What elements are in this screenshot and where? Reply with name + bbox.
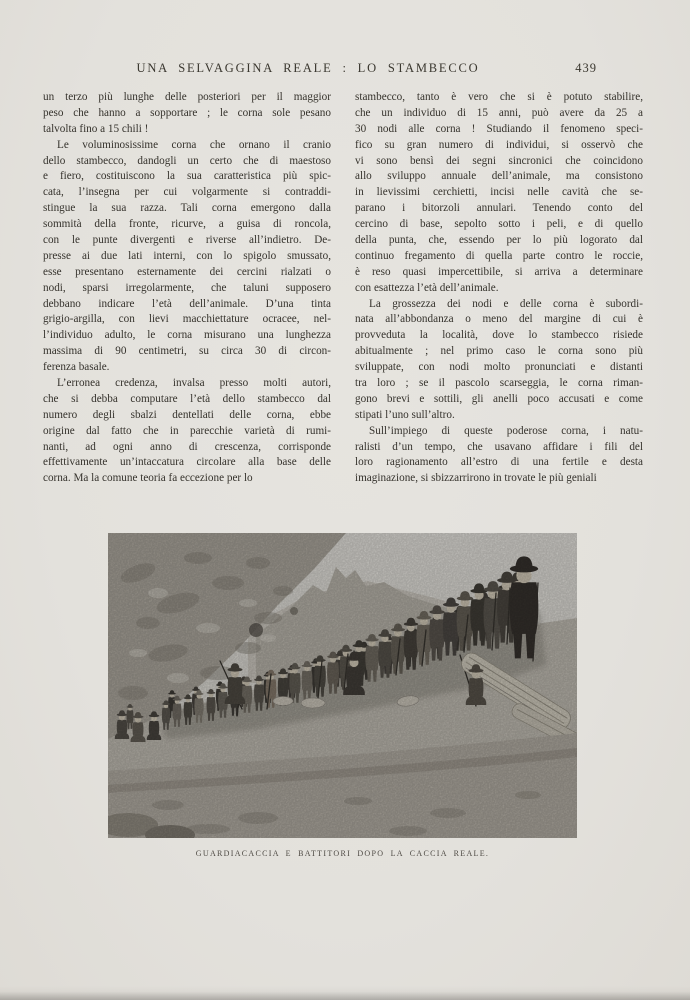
text-line: che un individuo di 15 anni, può avere da 25 a [355, 106, 643, 119]
text-line: presse ai due lati interni, con lo spigolo smussato, [43, 249, 331, 262]
text-line: Sull’impiego di queste poderose corna, i natu- [369, 424, 643, 437]
paragraph [43, 376, 331, 487]
text-line: 30 nodi alle corna ! Studiando il fenomeno speci- [355, 122, 643, 135]
text-line: La grossezza dei nodi e delle corna è subordi- [369, 297, 643, 310]
page-number: 439 [575, 61, 597, 75]
text-line: debbano indicare l’età dell’animale. D’una tinta [43, 297, 331, 310]
text-line: allo sviluppo annuale dell’animale, ma consistono [355, 170, 643, 183]
text-line: cercino di base, sepolto sotto i peli, e di quello [355, 218, 643, 231]
photo-caption: GUARDIACACCIA E BATTITORI DOPO LA CACCIA REALE. [195, 849, 490, 858]
text-line: sommità della fronte, ricurve, a guisa di roncola, [43, 218, 331, 231]
page-edge-shadow [0, 986, 690, 1000]
text-line: stambecco, tanto è vero che si è potuto stabilire, [355, 91, 643, 103]
text-line: fico su gran numero di individui, si osservò che [355, 138, 643, 151]
text-line: vi sono bensì dei segni sincronici che coincidono [355, 154, 643, 167]
page-header [43, 61, 643, 79]
text-line: cata, l’insegna per cui volgarmente si contraddi- [43, 186, 331, 199]
text-line: dello stambecco, dandogli un certo che di maestoso [43, 154, 331, 167]
text-line: loro ragionamento all’estro di una fertile e desta [355, 456, 643, 469]
text-line: è reso quasi impercettibile, si arriva a determinare [355, 265, 643, 278]
text-line: nata all’abbondanza o meno del margine di cui è [355, 313, 643, 326]
text-line: origine dal fatto che in parecchie varietà di rumi- [43, 424, 331, 437]
text-line: con esattezza l’età dell’animale. [355, 281, 499, 294]
text-column-left [43, 90, 331, 487]
text-line: abitualmente ; nel primo caso le corna sono più [355, 345, 643, 358]
text-line: stingue la sua razza. Tali corna emergono dalla [43, 202, 331, 215]
photograph-illustration [108, 533, 577, 838]
paragraph [355, 297, 643, 424]
photograph [108, 533, 577, 838]
text-line: tra loro ; se il pascolo scarseggia, le corna riman- [355, 377, 643, 390]
text-line: in lievissimi cerchietti, incisi nelle cavità che se- [355, 186, 643, 199]
text-line: continuo fregamento di quella parte contro le roccie, [355, 249, 643, 262]
text-line: corna. Ma la comune teoria fa eccezione per lo [43, 472, 253, 485]
text-line: con le punte divergenti e riverse all’indietro. De- [43, 234, 331, 247]
text-line: Le voluminosissime corna che ornano il cranio [57, 138, 331, 151]
text-line: sviluppate, con nodi molto pronunciati e distanti [355, 361, 643, 374]
text-line: l’individuo adulto, le corna misurano una lunghezza [43, 329, 331, 342]
text-line: L’erronea credenza, invalsa presso molti autori, [57, 377, 331, 390]
text-line: che si debba computare l’età dello stambecco dal [43, 392, 331, 405]
text-line: massima di 90 centimetri, su circa 30 di circon- [43, 345, 331, 358]
text-line: grigio-argilla, con lievi macchiettature ocracee, nel- [43, 313, 331, 326]
text-line: gono brevi e sottili, gli anelli poco accusati e come [355, 392, 643, 405]
paragraph [355, 90, 643, 297]
text-line: talvolta fino a 15 chili ! [43, 122, 149, 135]
running-head: UNA SELVAGGINA REALE : LO STAMBECCO [136, 61, 480, 75]
text-line: esse presentano esternamente dei cercini rialzati o [43, 265, 331, 278]
text-line: e fiero, costituiscono la sua caratteristica più spic- [43, 170, 331, 183]
text-line: della punta, che, essendo per lo più logorato dal [355, 234, 643, 247]
text-line: imaginazione, si sbizzarrirono in trovate le più geniali [355, 472, 597, 485]
text-line: ferenza basale. [43, 361, 110, 374]
paragraph [43, 138, 331, 376]
paragraph [43, 90, 331, 138]
text-line: nanti, ad ogni anno di crescenza, corrisponde [43, 440, 331, 453]
text-line: nodi, sparsi irregolarmente, che taluni supposero [43, 281, 331, 294]
text-line: parano i bitorzoli annulari. Tenendo conto del [355, 202, 643, 215]
text-line: provveduta la località, dove lo stambecco risiede [355, 329, 643, 342]
text-line: un terzo più lunghe delle posteriori per il maggior [43, 91, 331, 103]
text-column-right [355, 90, 643, 487]
text-line: effettivamente un’intaccatura circolare alla base delle [43, 456, 331, 469]
text-line: ralisti d’un tempo, che usavano affidare i fili del [355, 440, 643, 453]
paragraph [355, 424, 643, 488]
text-line: stipati l’uno sull’altro. [355, 408, 455, 421]
text-line: numero degli sbalzi dentellati delle corna, ebbe [43, 408, 331, 421]
text-line: peso che hanno a sopportare ; le corna sole pesano [43, 106, 331, 119]
